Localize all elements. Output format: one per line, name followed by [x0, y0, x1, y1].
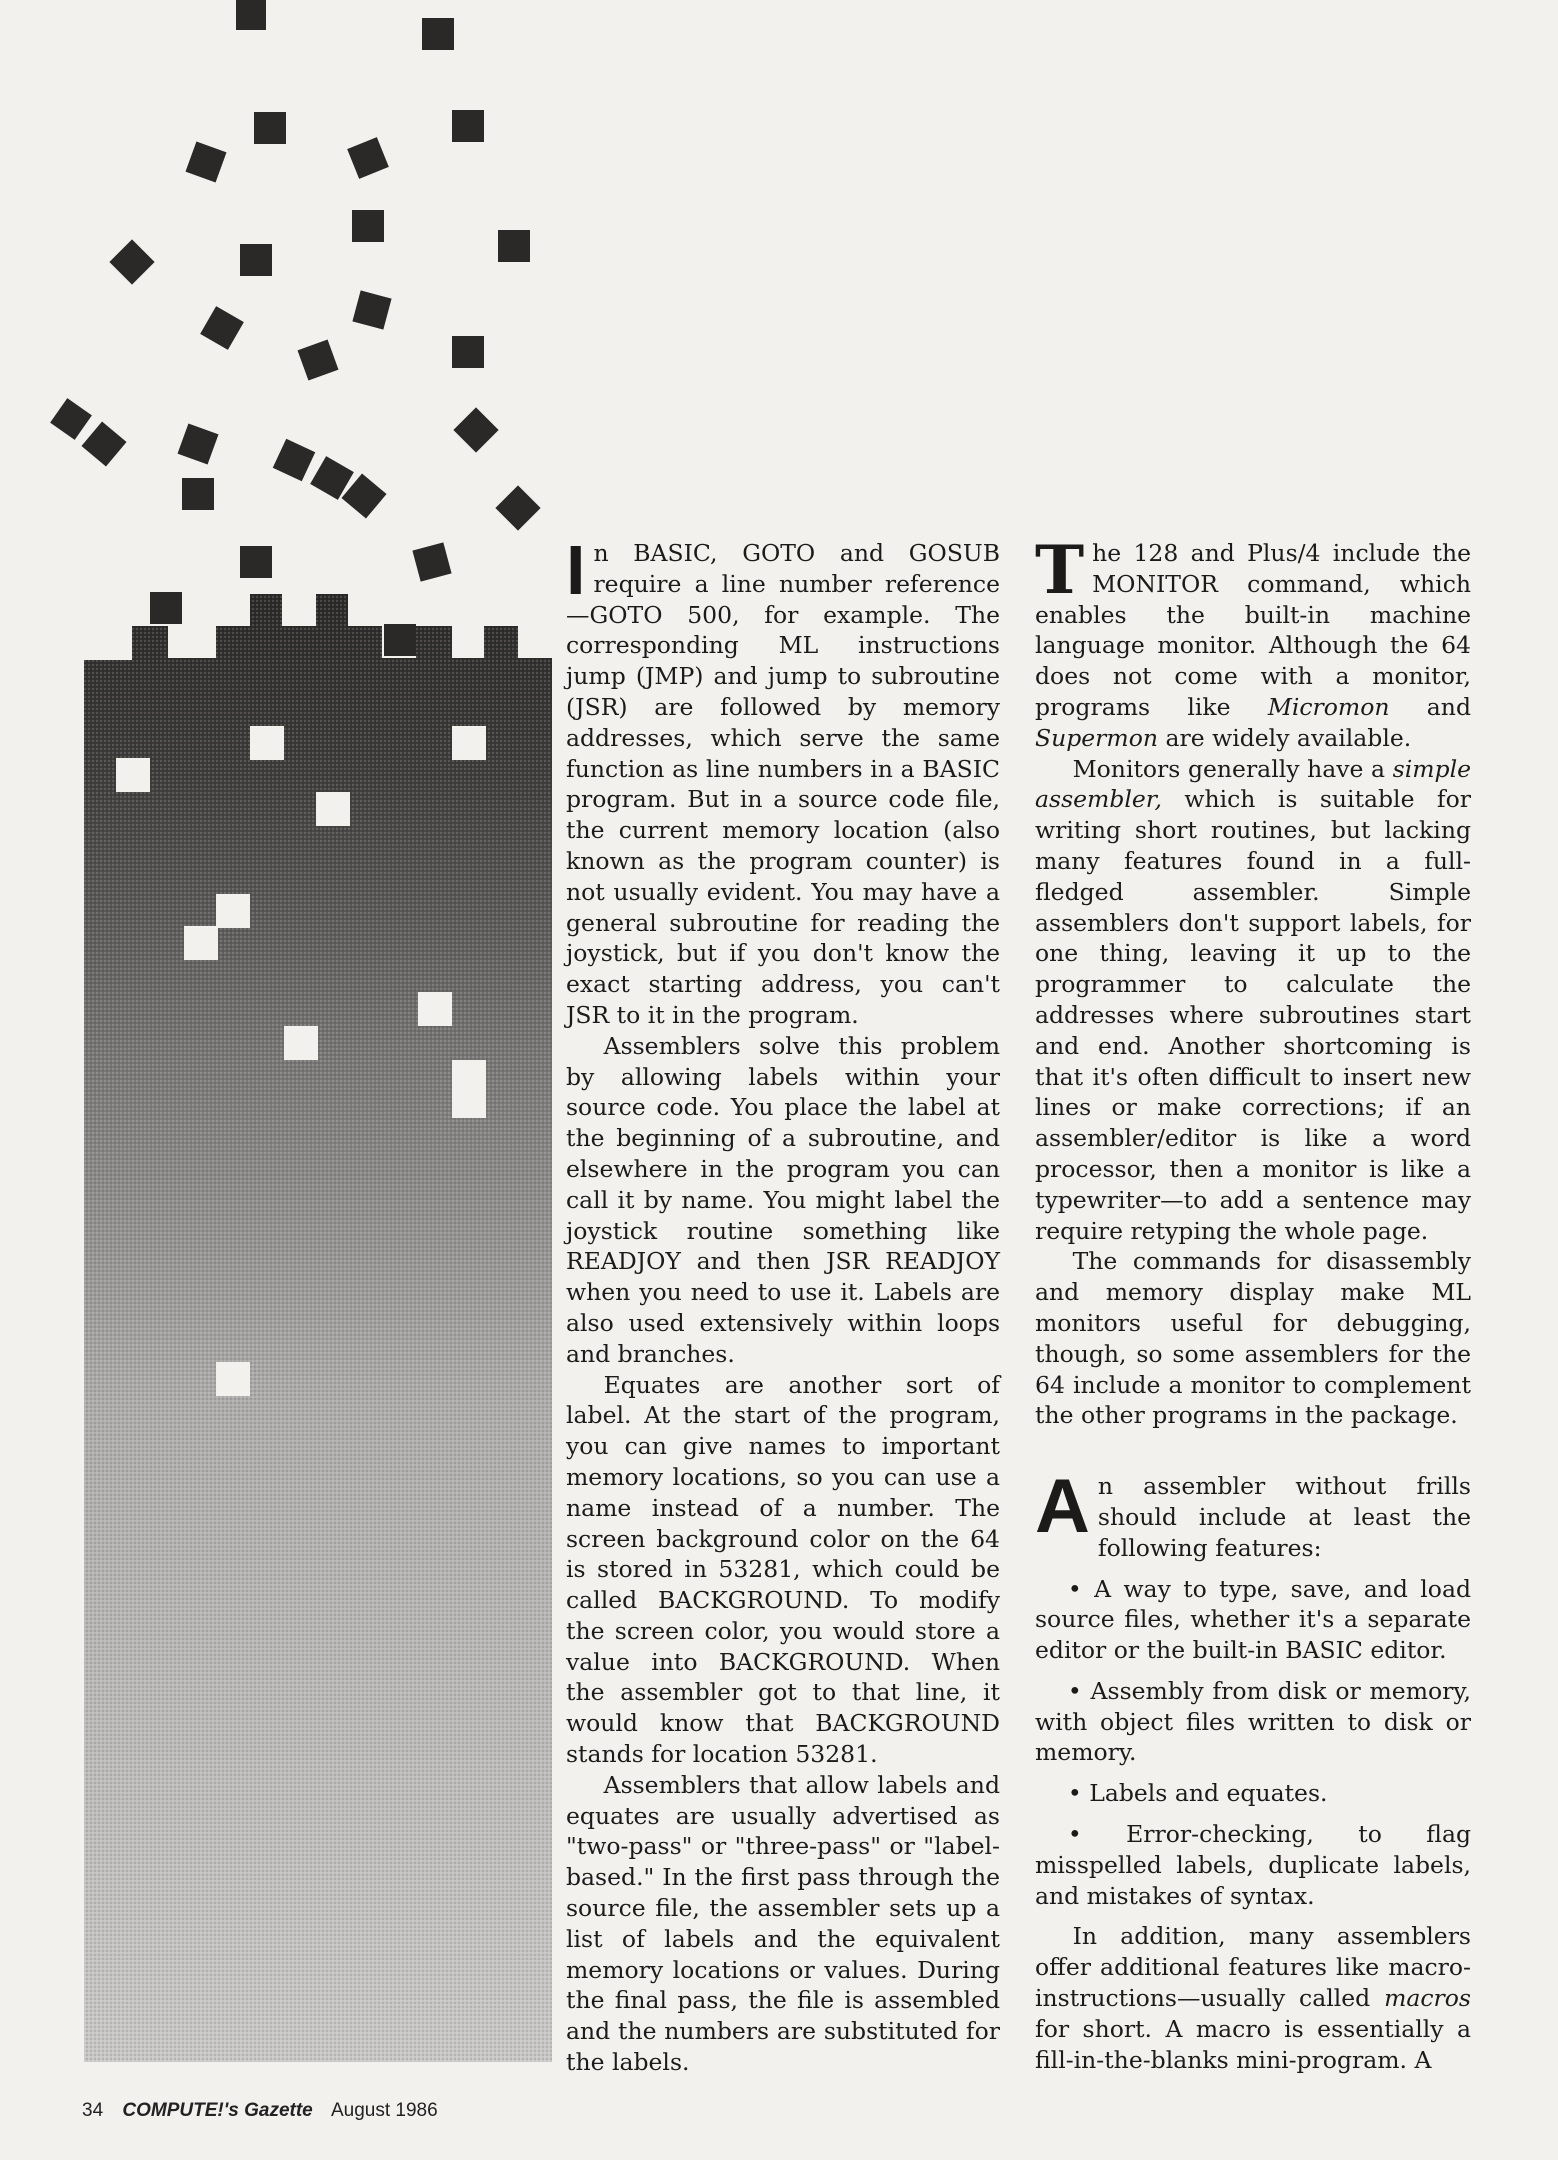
paragraph-macros: In addition, many assemblers offer additional features like macro-instructions—usually called macros for short. A macro is essentially a fill-in-the-blanks mini-program. A [1035, 1922, 1471, 2074]
issue-date: August 1986 [330, 2100, 438, 2121]
paragraph-monitor: The 128 and Plus/4 include the MONITOR command, which enables the built-in machine language monitor. Although the 64 does not come with a monitor, programs like Micromon and Supermon are widely available. [1035, 531, 1471, 752]
page-footer [82, 2100, 452, 2122]
falling-blocks-illustration [0, 0, 560, 2080]
drop-cap: I [566, 531, 586, 609]
feature-bullet: • Assembly from disk or memory, with object files written to disk or memory. [1035, 1676, 1471, 1767]
feature-bullet: • A way to type, save, and load source files, whether it's a separate editor or the built-in BASIC editor. [1035, 1574, 1471, 1665]
drop-cap: T [1035, 531, 1085, 609]
feature-bullet: • Error-checking, to flag misspelled labels, duplicate labels, and mistakes of syntax. [1035, 1820, 1471, 1910]
feature-bullet: • Labels and equates. [1067, 1779, 1328, 1808]
paragraph-labels: Assemblers solve this problem by allowing labels within your source code. You place the label at the beginning of a subroutine, and elsewhere in the program you can call it by name. You might label the joystick routine something like READJOY and then JSR READJOY when you need to use it. Labels are also used extensively within loops and branches. [566, 1031, 1000, 1368]
page-number: 34 [82, 2100, 104, 2121]
paragraph-features-intro: An assembler without frills should include at least the following features: [1035, 1464, 1471, 1562]
paragraph-simple-assembler: Monitors generally have a simple assembler, which is suitable for writing short routines, but lacking many features found in a full-fledged assembler. Simple assemblers don't support labels, for one thing, leaving it up to the programmer to calculate the addresses where subroutines start and end. Another shortcoming is that it's often difficult to insert new lines or make corrections; if an assembler/editor is like a word processor, then a monitor is like a typewriter—to add a sentence may require retyping the whole page. [1035, 754, 1471, 1245]
article-column-left [566, 531, 1000, 2078]
drop-cap: A [1035, 1464, 1090, 1550]
article-column-right [1035, 531, 1471, 2075]
scattered-blocks [50, 0, 560, 656]
paragraph-disassembly: The commands for disassembly and memory display make ML monitors useful for debugging, though, so some assemblers for the 64 include a monitor to complement the other programs in the package. [1035, 1247, 1471, 1430]
publication-name: COMPUTE!'s Gazette [122, 2100, 313, 2121]
paragraph-intro: In BASIC, GOTO and GOSUB require a line number reference—GOTO 500, for example. The corresponding ML instructions jump (JMP) and jump to subroutine (JSR) are followed by memory addresses, which serve the same function as line numbers in a BASIC program. But in a source code file, the current memory location (also known as the program counter) is not usually evident. You may have a general subroutine for reading the joystick, but if you don't know the exact starting address, you can't JSR to it in the program. [566, 531, 1000, 1029]
paragraph-equates: Equates are another sort of label. At the start of the program, you can give names to important memory locations, so you can use a name instead of a number. The screen background color on the 64 is stored in 53281, which could be called BACKGROUND. To modify the screen color, you would store a value into BACKGROUND. When the assembler got to that line, it would know that BACKGROUND stands for location 53281. [566, 1370, 1000, 1769]
paragraph-two-pass: Assemblers that allow labels and equates are usually advertised as "two-pass" or "three-pass" or "label-based." In the first pass through the source file, the assembler sets up a list of labels and the equivalent memory locations or values. During the final pass, the file is assembled and the numbers are substituted for the labels. [566, 1770, 1000, 2077]
